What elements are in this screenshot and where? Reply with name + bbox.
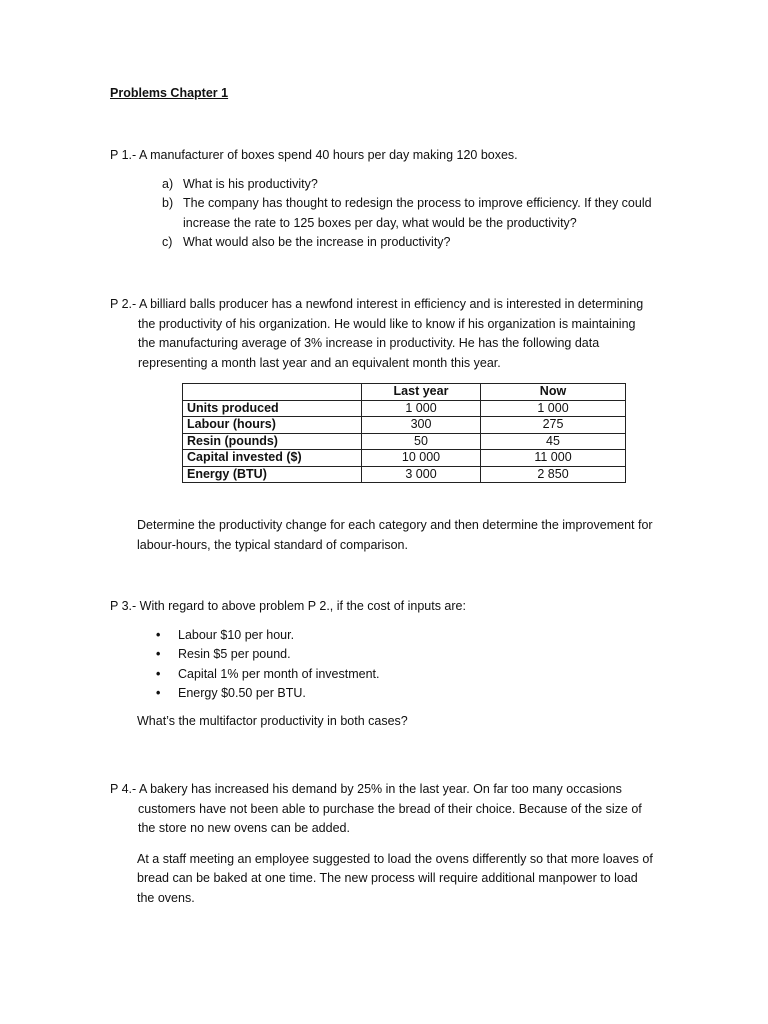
table-cell: Labour (hours) — [183, 417, 362, 434]
problem-2-instruction: Determine the productivity change for each category and then determine the improvement for labour-hours, the typical standard of comparison. — [137, 518, 653, 552]
problem-3 — [110, 597, 655, 731]
list-item-text: What is his productivity? — [183, 176, 318, 191]
list-item — [110, 626, 655, 646]
list-item — [110, 645, 655, 665]
list-marker: a) — [162, 176, 174, 191]
problem-1-questions — [110, 175, 655, 253]
problem-4-paragraph: At a staff meeting an employee suggested to load the ovens differently so that more loaves of bread can be baked at one time. The new process will require additional manpower to load the ovens. — [137, 851, 653, 905]
list-item — [110, 233, 655, 253]
table-cell: 300 — [362, 417, 481, 434]
bullet-icon: • — [156, 627, 161, 642]
problem-3-question: What’s the multifactor productivity in both cases? — [137, 713, 408, 728]
list-item-text: Resin $5 per pound. — [178, 647, 291, 661]
list-item-text: Capital 1% per month of investment. — [178, 666, 380, 681]
table-cell: Capital invested ($) — [183, 450, 362, 467]
list-item-text: Energy $0.50 per BTU. — [178, 686, 306, 700]
problem-1 — [110, 146, 655, 253]
input-costs-list — [110, 626, 655, 704]
list-marker: c) — [162, 235, 173, 249]
list-item — [110, 665, 655, 685]
bullet-icon: • — [156, 647, 161, 661]
table-cell: 275 — [481, 417, 626, 434]
list-marker: b) — [162, 196, 174, 210]
problem-2-followup — [110, 516, 655, 555]
table-header-row — [183, 384, 626, 401]
list-item-text: Labour $10 per hour. — [178, 627, 295, 642]
problem-2 — [110, 295, 655, 373]
page-title: Problems Chapter 1 — [110, 86, 229, 100]
table-cell: 1 000 — [362, 400, 481, 417]
table-row — [183, 400, 626, 417]
problem-3-statement: P 3.- With regard to above problem P 2., if the cost of inputs are: — [110, 599, 466, 613]
table-row — [183, 433, 626, 450]
productivity-data-table — [182, 383, 626, 483]
table-cell: 50 — [362, 433, 481, 450]
table-cell: 10 000 — [362, 450, 481, 467]
list-item — [110, 194, 655, 233]
table-cell: Energy (BTU) — [183, 466, 362, 483]
table-cell: 2 850 — [481, 466, 626, 483]
list-item — [110, 684, 655, 704]
problem-1-statement: P 1.- A manufacturer of boxes spend 40 hours per day making 120 boxes. — [110, 148, 518, 162]
list-item — [110, 175, 655, 195]
table-row — [183, 466, 626, 483]
list-item-text: The company has thought to redesign the process to improve efficiency. If they could increase the rate to 125 boxes per day, what would be the productivity? — [183, 196, 652, 230]
table-cell: 45 — [481, 433, 626, 450]
table-header-cell: Now — [481, 384, 626, 401]
table-header-cell — [183, 384, 362, 401]
bullet-icon: • — [156, 666, 161, 681]
bullet-icon: • — [156, 686, 161, 700]
problem-4-statement: P 4.- A bakery has increased his demand by 25% in the last year. On far too many occasions customers have not been able to purchase the bread of their choice. Because of the size of the store no new ovens can be added. — [110, 782, 642, 835]
list-item-text: What would also be the increase in productivity? — [183, 235, 451, 249]
table-row — [183, 450, 626, 467]
table-cell: Units produced — [183, 400, 362, 417]
table-cell: 3 000 — [362, 466, 481, 483]
table-header-cell: Last year — [362, 384, 481, 401]
problem-2-statement: P 2.- A billiard balls producer has a newfond interest in efficiency and is interested in determining the productivity of his organization. He would like to know if his organization is maintaining the manufacturing average of 3% increase in productivity. He has the following data representing a month last year and an equivalent month this year. — [110, 297, 644, 370]
table-cell: Resin (pounds) — [183, 433, 362, 450]
table-row — [183, 417, 626, 434]
problem-4 — [110, 780, 655, 908]
table-cell: 1 000 — [481, 400, 626, 417]
table-cell: 11 000 — [481, 450, 626, 467]
